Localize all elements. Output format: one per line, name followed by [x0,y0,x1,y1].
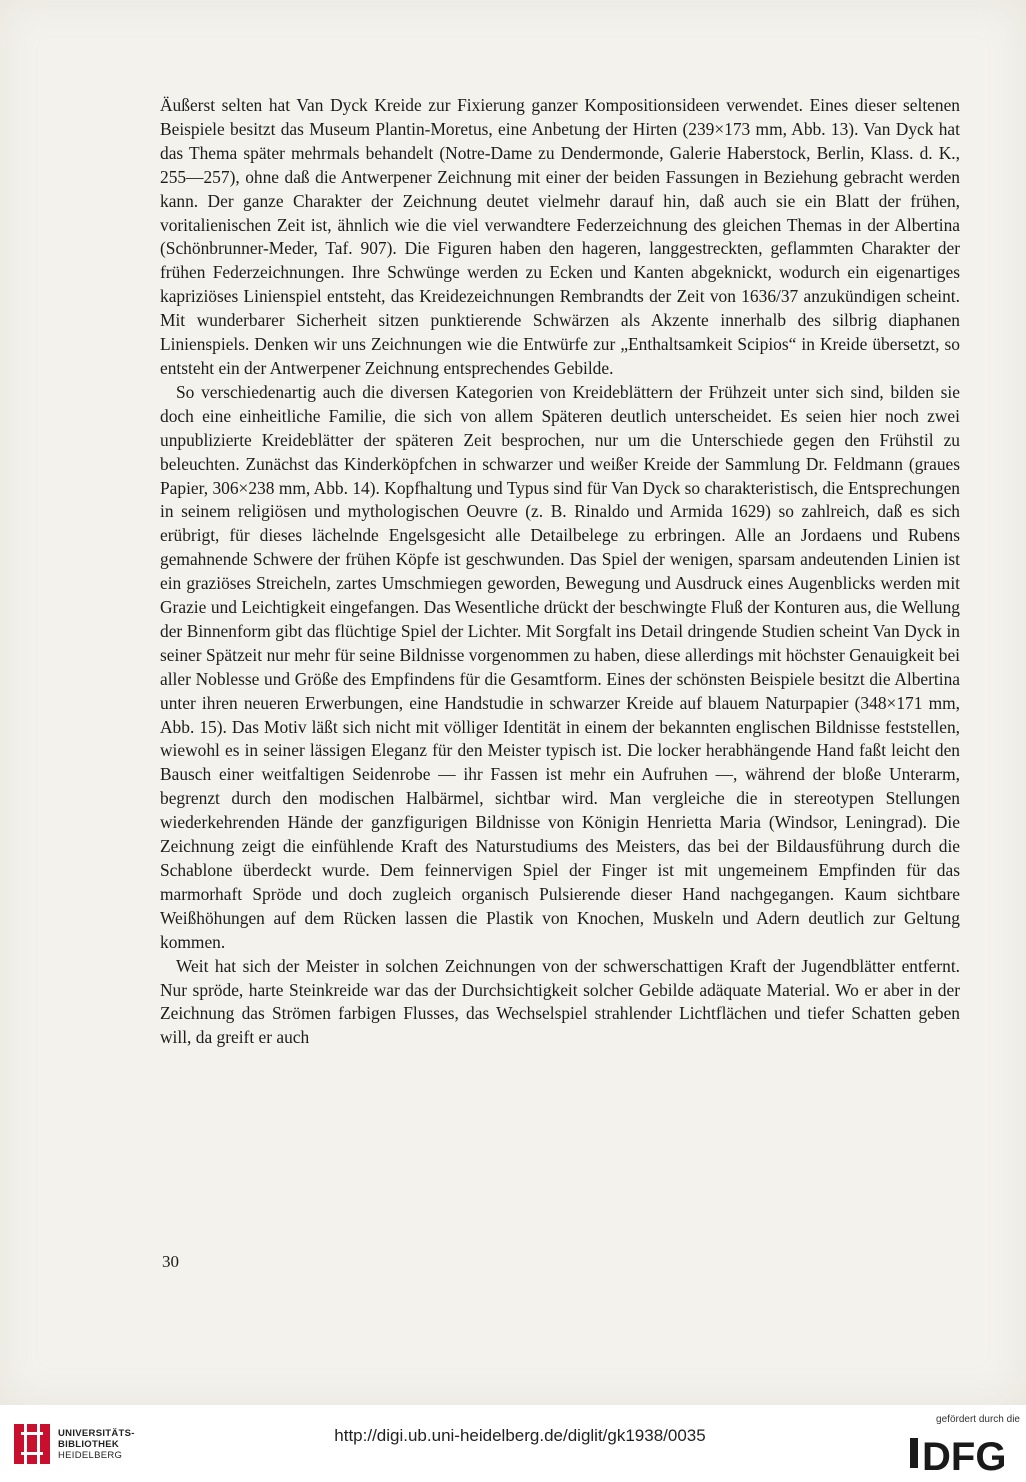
library-name-line2: BIBLIOTHEK [58,1439,120,1450]
permalink-url[interactable]: http://digi.ub.uni-heidelberg.de/diglit/gk1938/0035 [334,1426,706,1445]
library-name-line3: HEIDELBERG [58,1450,123,1461]
library-logo[interactable] [12,1422,142,1470]
dfg-logo-icon [910,1432,1020,1474]
paragraph-2: So verschiedenartig auch die diversen Kategorien von Kreideblättern der Frühzeit unter sich sind, bilden sie doch eine einheitliche Familie, die sich von allem Späteren deutlich unterscheidet. Es seien hier noch zwei unpublizierte Kreideblätter der späteren Zeit besprochen, nur um die Unterschiede gegen den Frühstil zu beleuchten. Zunächst das Kinderköpfchen in schwarzer und weißer Kreide der Sammlung Dr. Feldmann (graues Papier, 306×238 mm, Abb. 14). Kopfhaltung und Typus sind für Van Dyck so charakteristisch, die Entsprechungen in seinem religiösen und mythologischen Oeuvre (z. B. Rinaldo und Armida 1629) so zahlreich, daß es sich erübrigt, für dieses lächelnde Engelsgesicht alle Detailbelege zu erbringen. Alle an Jordaens und Rubens gemahnende Schwere der frühen Köpfe ist geschwunden. Das Spiel der wenigen, sparsam andeutenden Linien ist ein graziöses Streicheln, zartes Umschmiegen geworden, Bewegung und Ausdruck eines Augenblicks werden mit Grazie und Leichtigkeit eingefangen. Das Wesentliche drückt der beschwingte Fluß der Konturen aus, die Wellung der Binnenform gibt das flüchtige Spiel der Lichter. Mit Sorgfalt ins Detail dringende Studien scheint Van Dyck in seiner Spätzeit nur mehr für seine Bildnisse vorgenommen zu haben, diese allerdings mit höchster Genauigkeit bei aller Noblesse und Größe des Empfindens für die Gesamtform. Eines der schönsten Beispiele besitzt die Albertina unter ihren neueren Erwerbungen, eine Handstudie in schwarzer Kreide auf blauem Naturpapier (348×171 mm, Abb. 15). Das Motiv läßt sich nicht mit völliger Identität in einem der bekannten englischen Bildnisse feststellen, wiewohl es in seiner lässigen Eleganz für den Meister typisch ist. Die locker herabhängende Hand faßt leicht den Bausch einer weitfaltigen Seidenrobe — ihr Fassen ist mehr ein Aufruhen —, während der bloße Unterarm, begrenzt durch den modischen Halbärmel, sichtbar wird. Man vergleiche die in stereotypen Stellungen wiederkehrenden Hände der ganzfigurigen Bildnisse von Königin Henrietta Maria (Windsor, Leningrad). Die Zeichnung zeigt die einfühlende Kraft des Naturstudiums des Meisters, das bei der Bildausführung durch die Schablone überdeckt wurde. Dem feinnervigen Spiel der Finger ist mit ungemeinem Empfinden für das marmorhaft Spröde und doch zugleich organisch Pulsierende dieser Hand nachgegangen. Kaum sichtbare Weißhöhungen auf dem Rücken lassen die Plastik von Knochen, Muskeln und Adern deutlich zur Geltung kommen. [160,381,960,952]
page-number: 30 [162,1252,179,1271]
library-name [58,1428,135,1461]
library-logo-icon [12,1422,52,1466]
body-text [160,94,960,1050]
dfg-logo[interactable] [910,1414,1020,1478]
library-name-line1: UNIVERSITÄTS- [58,1428,135,1439]
paragraph-1: Äußerst selten hat Van Dyck Kreide zur Fixierung ganzer Kompositionsideen verwendet. Eines dieser seltenen Beispiele besitzt das Museum Plantin-Moretus, eine Anbetung der Hirten (239×173 mm, Abb. 13). Van Dyck hat das Thema später mehrmals behandelt (Notre-Dame zu Dendermonde, Galerie Haberstock, Berlin, Klass. d. K., 255—257), ohne daß die Antwerpener Zeichnung mit einer der beiden Fassungen in Beziehung gebracht werden kann. Der ganze Charakter der Zeichnung deutet vielmehr darauf hin, daß auch sie ein Blatt der frühen, voritalienischen Zeit ist, ähnlich wie die viel verwandtere Federzeichnung des gleichen Themas in der Albertina (Schönbrunner-Meder, Taf. 907). Die Figuren haben den hageren, langgestreckten, geflammten Charakter der frühen Federzeichnungen. Ihre Schwünge werden zu Ecken und Kanten abgeknickt, wodurch ein eigenartiges kapriziöses Linienspiel entsteht, das Kreidezeichnungen Rembrandts der Zeit von 1636/37 anzukündigen scheint. Mit wunderbarer Sicherheit sitzen punktierende Schwärzen als Akzente innerhalb des silbrig diaphanen Linienspiels. Denken wir uns Zeichnungen wie die Entwürfe zur „Enthaltsamkeit Scipios“ in Kreide übersetzt, so entsteht ein der Antwerpener Zeichnung entsprechendes Gebilde. [160,95,960,378]
dfg-logo-text: DFG [922,1435,1007,1474]
funded-by-label: gefördert durch die [936,1414,1020,1425]
paragraph-3: Weit hat sich der Meister in solchen Zeichnungen von der schwerschattigen Kraft der Jugendblätter entfernt. Nur spröde, harte Steinkreide war das der Durchsichtigkeit solcher Gebilde adäquate Material. Wo er aber in der Zeichnung das Strömen farbigen Flusses, das Wechselspiel strahlender Lichtflächen und tiefer Schatten geben will, da greift er auch [160,955,960,1048]
